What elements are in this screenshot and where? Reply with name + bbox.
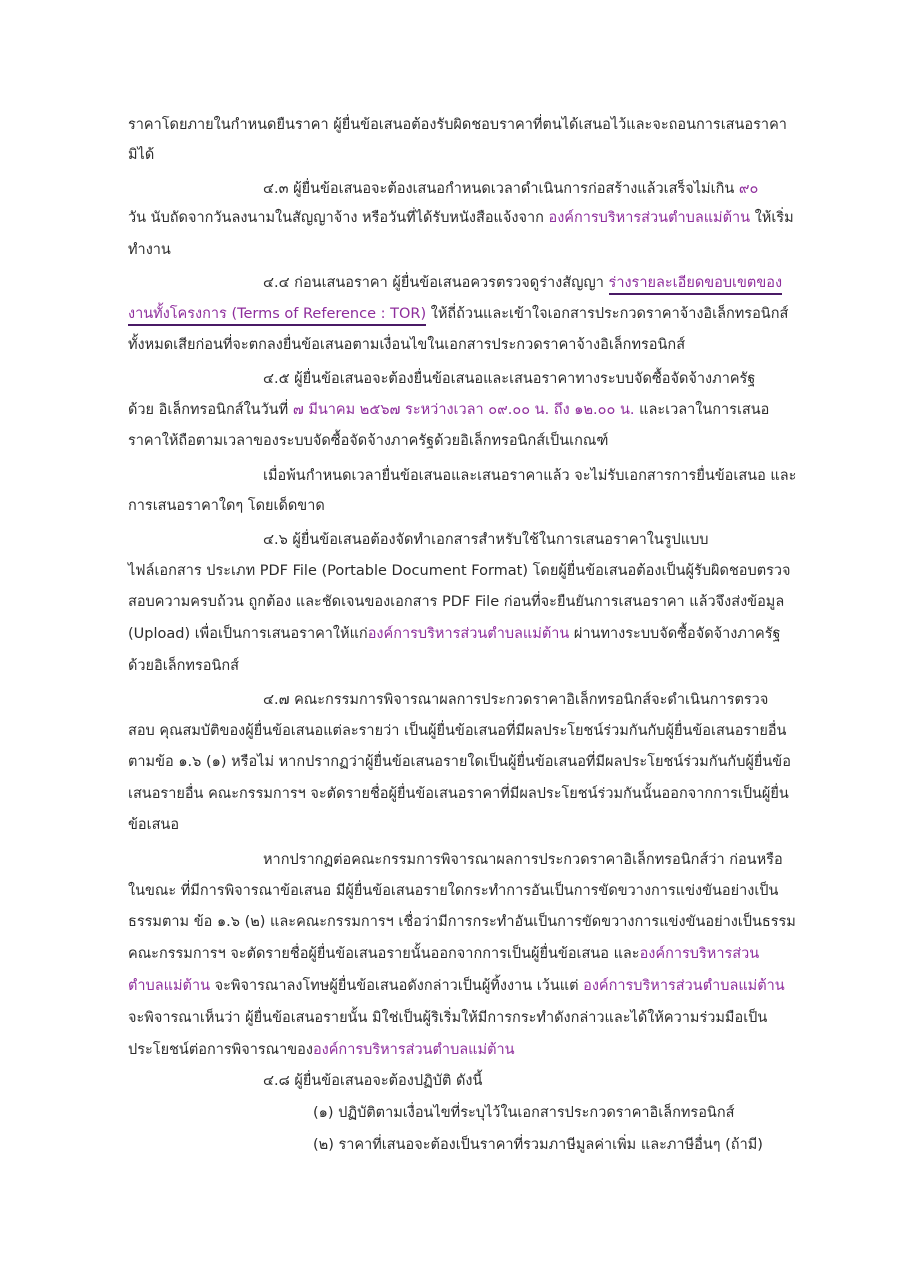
agency-name: องค์การบริหารส่วนตำบลแม่ต้าน [548, 210, 751, 226]
text-line: ทั้งหมดเสียก่อนที่จะตกลงยื่นข้อเสนอตามเงื่อนไขในเอกสารประกวดราคาจ้างอิเล็กทรอนิกส์ [128, 337, 686, 353]
clause-4-3: ๔.๓ ผู้ยื่นข้อเสนอจะต้องเสนอกำหนดเวลาดำเนินการก่อสร้างแล้วเสร็จไม่เกิน ๙๐ [263, 181, 759, 197]
clause-4-6: ๔.๖ ผู้ยื่นข้อเสนอต้องจัดทำเอกสารสำหรับใช้ในการเสนอราคาในรูปแบบ [263, 532, 709, 548]
text-line: ในขณะ ที่มีการพิจารณาข้อเสนอ มีผู้ยื่นข้อเสนอรายใดกระทำการอันเป็นการขัดขวางการแข่งขันอย่างเป็น [128, 883, 779, 899]
clause-4-5: ๔.๕ ผู้ยื่นข้อเสนอจะต้องยื่นข้อเสนอและเสนอราคาทางระบบจัดซื้อจัดจ้างภาครัฐ [263, 371, 756, 387]
text-line: ตามข้อ ๑.๖ (๑) หรือไม่ หากปรากฏว่าผู้ยื่นข้อเสนอรายใดเป็นผู้ยื่นข้อเสนอที่มีผลประโยชน์ร่วมกันกับผู้ยื่นข้อ [128, 754, 791, 770]
text-line: ด้วย อิเล็กทรอนิกส์ในวันที่ ๗ มีนาคม ๒๕๖๗ ระหว่างเวลา ๐๙.๐๐ น. ถึง ๑๒.๐๐ น. และเวลาในการเสนอ [128, 402, 770, 418]
text-line: งานทั้งโครงการ (Terms of Reference : TOR) ให้ถี่ถ้วนและเข้าใจเอกสารประกวดราคาจ้างอิเล็กทรอนิกส์ [128, 304, 788, 324]
text-line: หากปรากฏต่อคณะกรรมการพิจารณาผลการประกวดราคาอิเล็กทรอนิกส์ว่า ก่อนหรือ [263, 852, 783, 868]
text-line: (Upload) เพื่อเป็นการเสนอราคาให้แก่องค์การบริหารส่วนตำบลแม่ต้าน ผ่านทางระบบจัดซื้อจัดจ้างภาครัฐ [128, 626, 781, 642]
agency-name: องค์การบริหารส่วนตำบลแม่ต้าน [312, 1042, 515, 1058]
agency-name: องค์การบริหารส่วนตำบลแม่ต้าน [583, 978, 785, 994]
text-line: ทำงาน [128, 242, 171, 258]
sub-item-2: (๒) ราคาที่เสนอจะต้องเป็นราคาที่รวมภาษีมูลค่าเพิ่ม และภาษีอื่นๆ (ถ้ามี) [313, 1137, 763, 1153]
text-line: วัน นับถัดจากวันลงนามในสัญญาจ้าง หรือวันที่ได้รับหนังสือแจ้งจาก องค์การบริหารส่วนตำบลแม่ต้าน ให้เริ่ม [128, 210, 794, 226]
text-line: สอบ คุณสมบัติของผู้ยื่นข้อเสนอแต่ละรายว่า เป็นผู้ยื่นข้อเสนอที่มีผลประโยชน์ร่วมกันกับผู้ยื่นข้อเสนอรายอื่น [128, 723, 787, 739]
text-line: มิได้ [128, 147, 155, 163]
text-line: คณะกรรมการฯ จะตัดรายชื่อผู้ยื่นข้อเสนอรายนั้นออกจากการเป็นผู้ยื่นข้อเสนอ และองค์การบริหารส่วน [128, 946, 760, 962]
text-line: ตำบลแม่ต้าน จะพิจารณาลงโทษผู้ยื่นข้อเสนอดังกล่าวเป็นผู้ทิ้งงาน เว้นแต่ องค์การบริหารส่วนตำบลแม่ต้าน [128, 978, 785, 994]
text-line: ประโยชน์ต่อการพิจารณาขององค์การบริหารส่วนตำบลแม่ต้าน [128, 1042, 515, 1058]
text-line: ราคาโดยภายในกำหนดยืนราคา ผู้ยื่นข้อเสนอต้องรับผิดชอบราคาที่ตนได้เสนอไว้และจะถอนการเสนอราคา [128, 117, 787, 133]
submission-date-time: ๗ มีนาคม ๒๕๖๗ ระหว่างเวลา ๐๙.๐๐ น. ถึง ๑๒.๐๐ น. [292, 402, 635, 418]
text-line: ไฟล์เอกสาร ประเภท PDF File (Portable Document Format) โดยผู้ยื่นข้อเสนอต้องเป็นผู้รับผิดชอบตรวจ [128, 563, 791, 579]
tor-link-continued: งานทั้งโครงการ (Terms of Reference : TOR) [128, 306, 426, 326]
clause-4-8: ๔.๘ ผู้ยื่นข้อเสนอจะต้องปฏิบัติ ดังนี้ [263, 1073, 483, 1089]
tor-link: ร่างรายละเอียดขอบเขตของ [609, 275, 783, 295]
text-line: จะพิจารณาเห็นว่า ผู้ยื่นข้อเสนอรายนั้น มิใช่เป็นผู้ริเริ่มให้มีการกระทำดังกล่าวและได้ให้ความร่วมมือเป็น [128, 1010, 768, 1026]
agency-name: ตำบลแม่ต้าน [128, 978, 211, 994]
text-line: การเสนอราคาใดๆ โดยเด็ดขาด [128, 498, 325, 514]
duration-days: ๙๐ [738, 181, 759, 197]
sub-item-1: (๑) ปฏิบัติตามเงื่อนไขที่ระบุไว้ในเอกสารประกวดราคาอิเล็กทรอนิกส์ [313, 1105, 735, 1121]
agency-name: องค์การบริหารส่วนตำบลแม่ต้าน [367, 626, 570, 642]
text-line: ข้อเสนอ [128, 817, 180, 833]
clause-4-7: ๔.๗ คณะกรรมการพิจารณาผลการประกวดราคาอิเล็กทรอนิกส์จะดำเนินการตรวจ [263, 692, 769, 708]
text-line: ราคาให้ถือตามเวลาของระบบจัดซื้อจัดจ้างภาครัฐด้วยอิเล็กทรอนิกส์เป็นเกณฑ์ [128, 433, 609, 449]
text-line: ด้วยอิเล็กทรอนิกส์ [128, 658, 239, 674]
text-line: ธรรมตาม ข้อ ๑.๖ (๒) และคณะกรรมการฯ เชื่อว่ามีการกระทำอันเป็นการขัดขวางการแข่งขันอย่างเป็นธรรม [128, 914, 796, 930]
text-line: เสนอรายอื่น คณะกรรมการฯ จะตัดรายชื่อผู้ยื่นข้อเสนอราคาที่มีผลประโยชน์ร่วมกันนั้นออกจากการเป็นผู้ยื่น [128, 786, 789, 802]
clause-4-4: ๔.๔ ก่อนเสนอราคา ผู้ยื่นข้อเสนอควรตรวจดูร่างสัญญา ร่างรายละเอียดขอบเขตของ [263, 273, 782, 293]
agency-name: องค์การบริหารส่วน [639, 946, 760, 962]
text-line: เมื่อพ้นกำหนดเวลายื่นข้อเสนอและเสนอราคาแล้ว จะไม่รับเอกสารการยื่นข้อเสนอ และ [263, 468, 797, 484]
text-line: สอบความครบถ้วน ถูกต้อง และชัดเจนของเอกสาร PDF File ก่อนที่จะยืนยันการเสนอราคา แล้วจึงส่งข้อมูล [128, 594, 785, 610]
